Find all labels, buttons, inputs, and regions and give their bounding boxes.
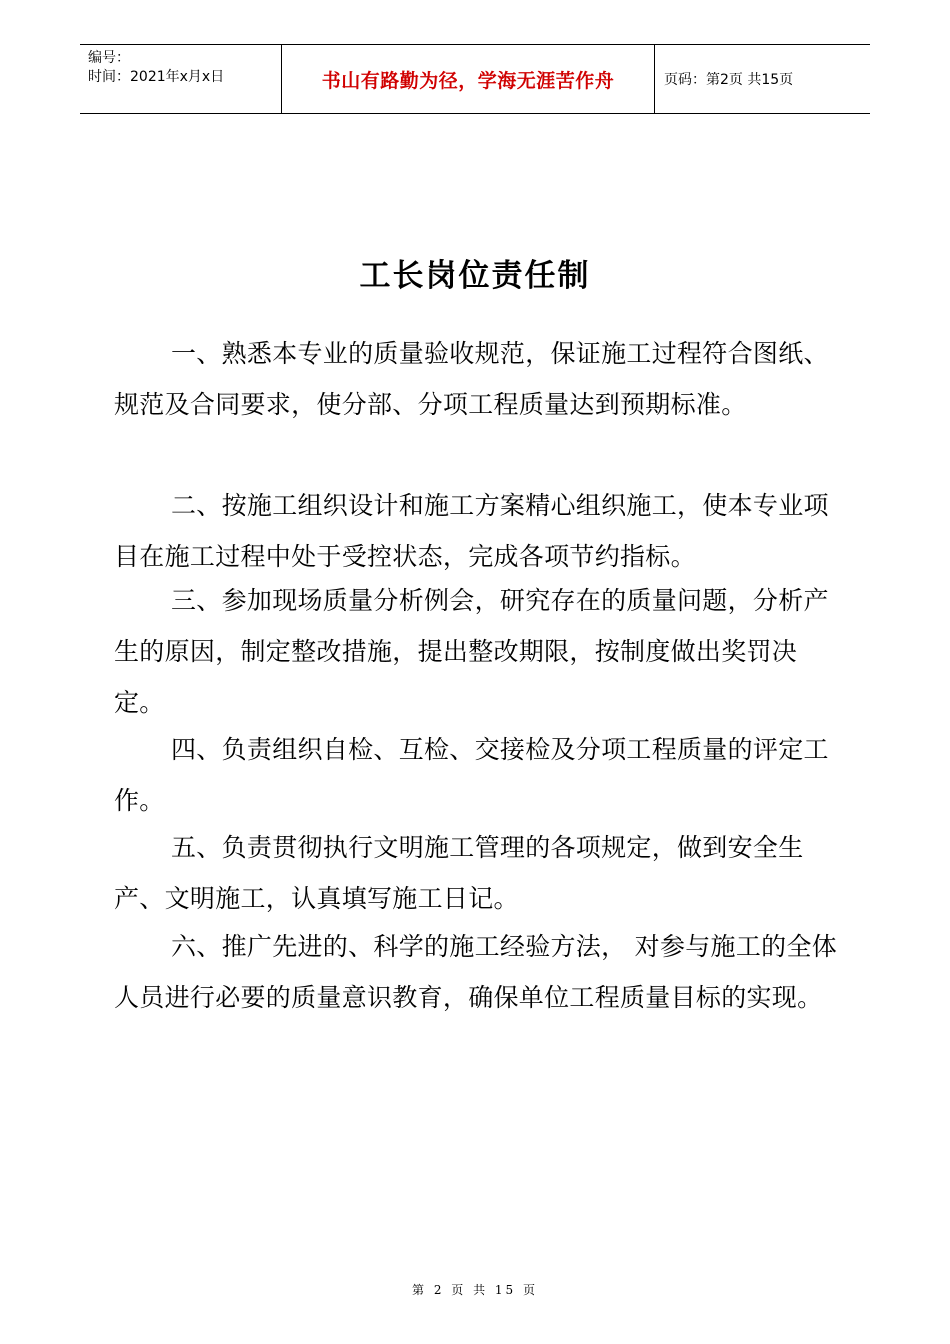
paragraph-1: 一、熟悉本专业的质量验收规范，保证施工过程符合图纸、规范及合同要求，使分部、分项工程质量达到预期标准。 xyxy=(114,339,829,419)
header-meta xyxy=(80,45,281,113)
header-motto: 书山有路勤为径，学海无涯苦作舟 xyxy=(281,45,655,113)
page-header xyxy=(80,44,870,114)
header-page-info: 页码：第2页 共15页 xyxy=(664,72,794,88)
paragraph-4: 四、负责组织自检、互检、交接检及分项工程质量的评定工作。 xyxy=(114,735,829,815)
page-footer: 第 2 页 共 15 页 xyxy=(412,1283,538,1297)
document-number-label: 编号： xyxy=(88,50,130,66)
paragraph-6: 六、推广先进的、科学的施工经验方法， 对参与施工的全体人员进行必要的质量意识教育，确保单位工程质量目标的实现。 xyxy=(114,932,838,1012)
paragraph-3: 三、参加现场质量分析例会，研究存在的质量问题，分析产生的原因，制定整改措施，提出整改期限，按制度做出奖罚决定。 xyxy=(114,586,829,717)
paragraph-5: 五、负责贯彻执行文明施工管理的各项规定，做到安全生产、文明施工，认真填写施工日记。 xyxy=(114,833,804,913)
document-date: 时间：2021年x月x日 xyxy=(88,69,225,85)
paragraph-2: 二、按施工组织设计和施工方案精心组织施工，使本专业项目在施工过程中处于受控状态，完成各项节约指标。 xyxy=(114,491,829,571)
document-title: 工长岗位责任制 xyxy=(359,258,591,294)
